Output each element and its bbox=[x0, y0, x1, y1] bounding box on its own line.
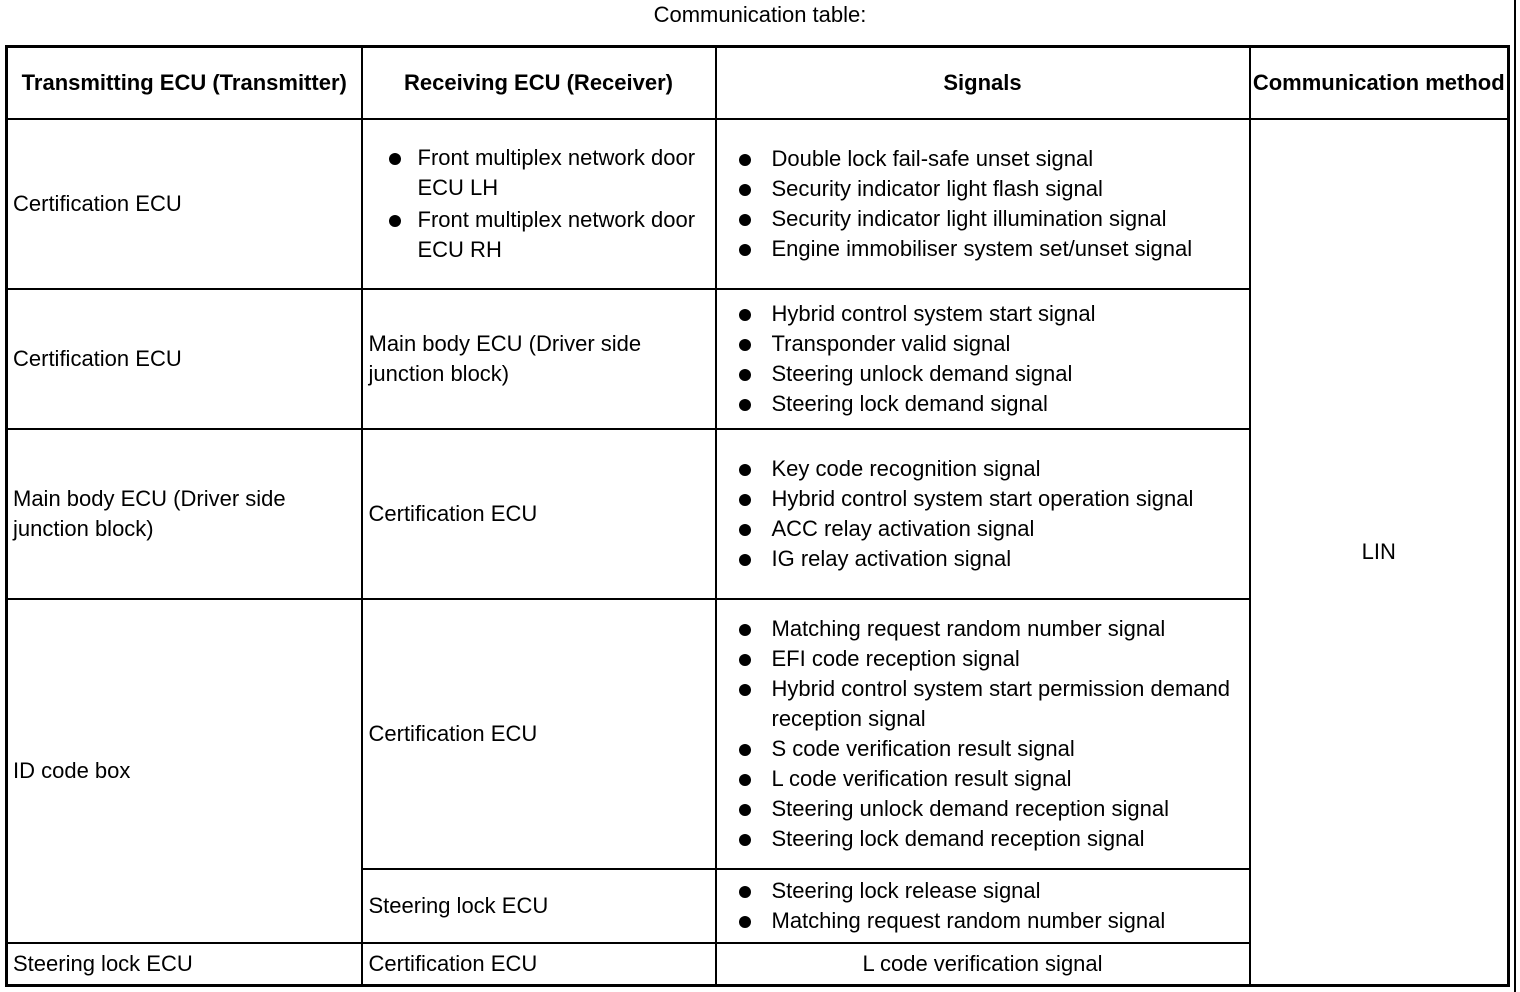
bullet-icon bbox=[739, 554, 751, 566]
bullet-icon bbox=[739, 214, 751, 226]
signal-item: ACC relay activation signal bbox=[717, 514, 1249, 544]
bullet-icon bbox=[739, 184, 751, 196]
bullet-icon bbox=[739, 244, 751, 256]
transmitter-cell: ID code box bbox=[7, 599, 362, 943]
bullet-icon bbox=[389, 215, 401, 227]
signals-cell bbox=[716, 599, 1250, 869]
bullet-icon bbox=[739, 684, 751, 696]
signal-item: Hybrid control system start permission demand reception signal bbox=[717, 674, 1249, 734]
receiver-cell: Certification ECU bbox=[362, 943, 716, 985]
bullet-icon bbox=[739, 369, 751, 381]
receiver-cell: Certification ECU bbox=[362, 429, 716, 599]
signal-item: Steering unlock demand signal bbox=[717, 359, 1249, 389]
signal-item: S code verification result signal bbox=[717, 734, 1249, 764]
receiver-cell: Main body ECU (Driver side junction block) bbox=[362, 289, 716, 429]
signal-item: Security indicator light illumination signal bbox=[717, 204, 1249, 234]
receiver-item: Front multiplex network door ECU RH bbox=[363, 205, 715, 265]
signal-item: IG relay activation signal bbox=[717, 544, 1249, 574]
signal-item: Hybrid control system start signal bbox=[717, 299, 1249, 329]
signal-item: Security indicator light flash signal bbox=[717, 174, 1249, 204]
communication-table bbox=[5, 45, 1510, 987]
header-receiver: Receiving ECU (Receiver) bbox=[362, 47, 716, 120]
signal-item: Engine immobiliser system set/unset signal bbox=[717, 234, 1249, 264]
table-row bbox=[7, 119, 1509, 289]
bullet-icon bbox=[739, 744, 751, 756]
bullet-icon bbox=[739, 804, 751, 816]
signals-cell: L code verification signal bbox=[716, 943, 1250, 985]
signals-cell bbox=[716, 289, 1250, 429]
signals-cell bbox=[716, 869, 1250, 943]
bullet-icon bbox=[739, 886, 751, 898]
bullet-icon bbox=[739, 494, 751, 506]
bullet-icon bbox=[739, 154, 751, 166]
signal-item: Double lock fail-safe unset signal bbox=[717, 144, 1249, 174]
header-signals: Signals bbox=[716, 47, 1250, 120]
receiver-cell bbox=[362, 119, 716, 289]
receiver-cell: Steering lock ECU bbox=[362, 869, 716, 943]
signal-item: EFI code reception signal bbox=[717, 644, 1249, 674]
transmitter-cell: Certification ECU bbox=[7, 119, 362, 289]
signals-cell bbox=[716, 429, 1250, 599]
signal-item: Transponder valid signal bbox=[717, 329, 1249, 359]
bullet-icon bbox=[739, 916, 751, 928]
signal-item: Key code recognition signal bbox=[717, 454, 1249, 484]
signal-item: Matching request random number signal bbox=[717, 614, 1249, 644]
signal-item: Hybrid control system start operation signal bbox=[717, 484, 1249, 514]
bullet-icon bbox=[739, 624, 751, 636]
bullet-icon bbox=[739, 774, 751, 786]
signal-item: Steering lock demand signal bbox=[717, 389, 1249, 419]
header-method: Communication method bbox=[1250, 47, 1509, 120]
header-row bbox=[7, 47, 1509, 120]
bullet-icon bbox=[739, 464, 751, 476]
bullet-icon bbox=[739, 654, 751, 666]
bullet-icon bbox=[739, 524, 751, 536]
bullet-icon bbox=[739, 834, 751, 846]
bullet-icon bbox=[389, 153, 401, 165]
transmitter-cell: Certification ECU bbox=[7, 289, 362, 429]
bullet-icon bbox=[739, 399, 751, 411]
method-cell: LIN bbox=[1250, 119, 1509, 985]
receiver-item: Front multiplex network door ECU LH bbox=[363, 143, 715, 203]
signal-item: Steering lock release signal bbox=[717, 876, 1249, 906]
signal-item: Steering unlock demand reception signal bbox=[717, 794, 1249, 824]
header-transmitter: Transmitting ECU (Transmitter) bbox=[7, 47, 362, 120]
signal-item: Matching request random number signal bbox=[717, 906, 1249, 936]
receiver-cell: Certification ECU bbox=[362, 599, 716, 869]
signal-item: L code verification result signal bbox=[717, 764, 1249, 794]
page-right-border bbox=[1514, 0, 1516, 992]
bullet-icon bbox=[739, 309, 751, 321]
signals-cell bbox=[716, 119, 1250, 289]
transmitter-cell: Steering lock ECU bbox=[7, 943, 362, 985]
transmitter-cell: Main body ECU (Driver side junction block) bbox=[7, 429, 362, 599]
bullet-icon bbox=[739, 339, 751, 351]
table-caption: Communication table: bbox=[653, 2, 867, 27]
signal-item: Steering lock demand reception signal bbox=[717, 824, 1249, 854]
